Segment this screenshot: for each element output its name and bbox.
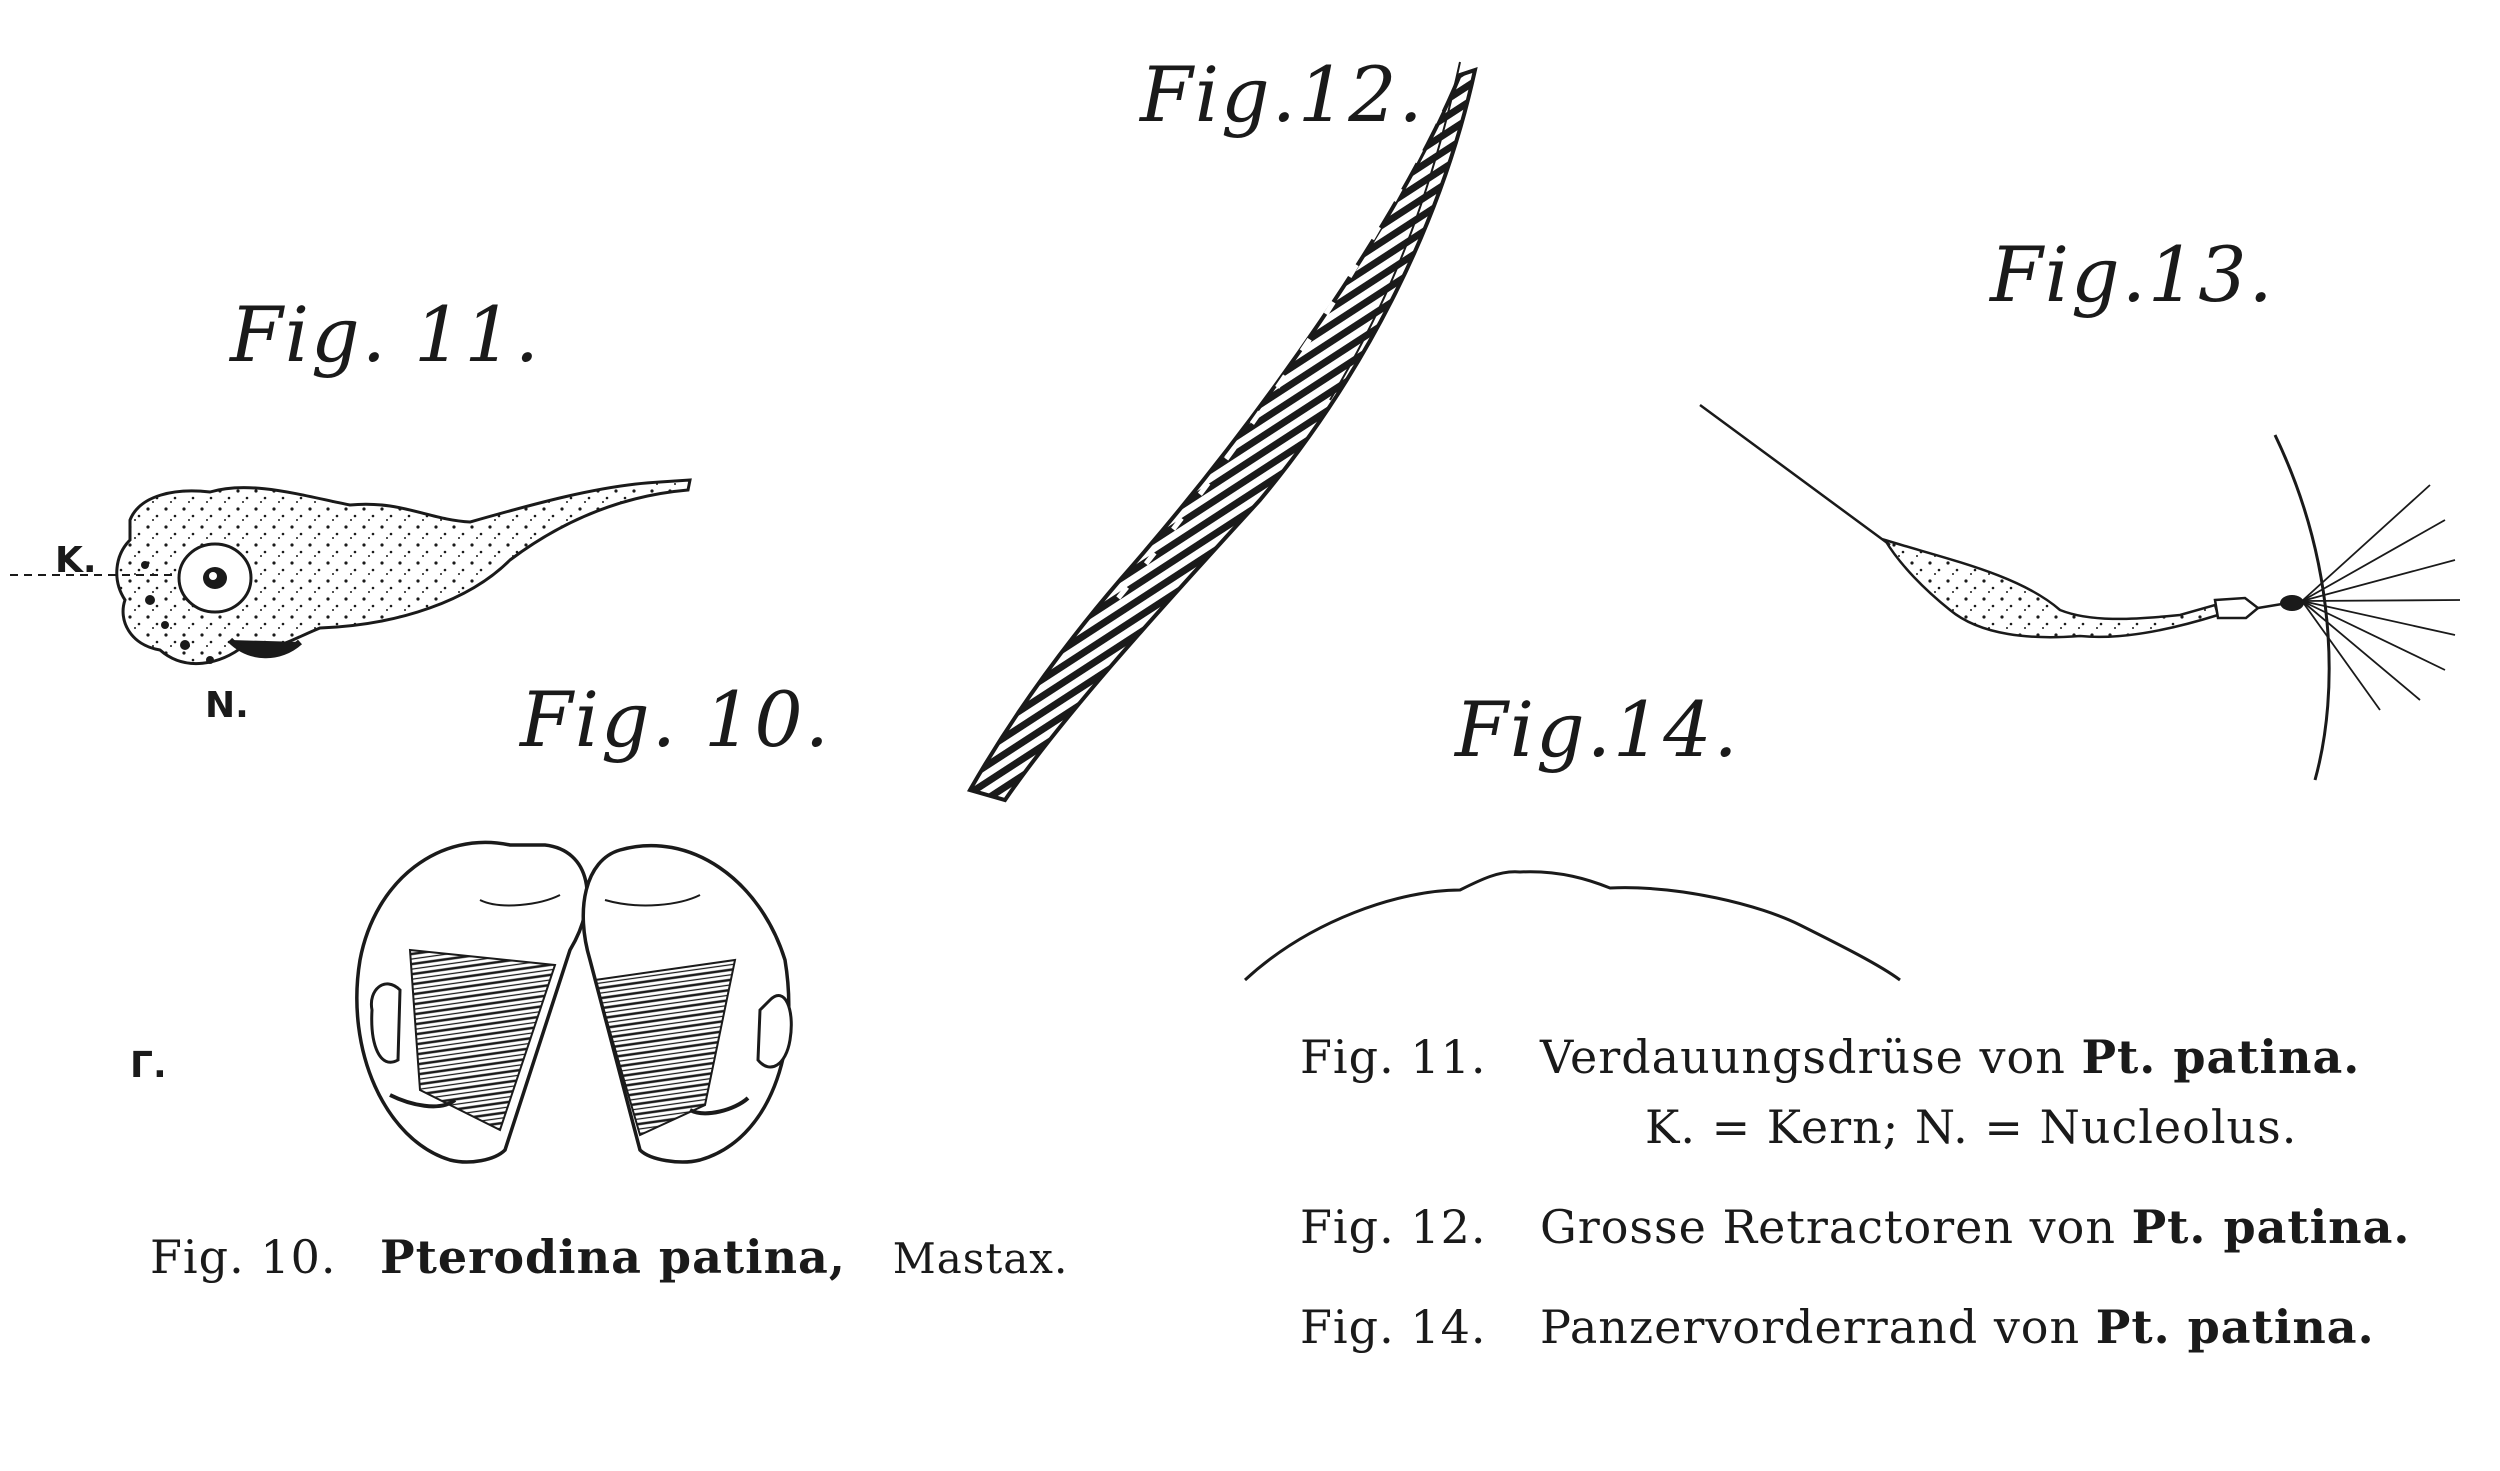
- caption-fig10-species: Pterodina patina,: [380, 1230, 846, 1284]
- caption-fig14: [1300, 1300, 2375, 1354]
- caption-fig11-num: Fig. 11.: [1300, 1030, 1487, 1084]
- fig11-label: Fig. 11.: [230, 290, 541, 379]
- caption-fig14-text: Panzervorderrand von: [1540, 1300, 2081, 1354]
- caption-fig12-num: Fig. 12.: [1300, 1200, 1487, 1254]
- fig10-label: Fig. 10.: [520, 675, 831, 764]
- caption-fig10-num: Fig. 10.: [150, 1230, 337, 1284]
- fig13-label: Fig.13.: [1990, 230, 2275, 319]
- caption-fig10-part: Mastax.: [892, 1234, 1069, 1283]
- caption-fig11: [1300, 1030, 2360, 1084]
- fig12-retractor: [970, 62, 1475, 800]
- fig11-gland: [10, 480, 690, 664]
- fig12-label: Fig.12.: [1140, 50, 1425, 139]
- marker-stray: Γ.: [130, 1045, 167, 1086]
- caption-fig12-species: Pt. patina.: [2131, 1200, 2411, 1254]
- marker-n: N.: [205, 685, 249, 726]
- caption-fig12-text: Grosse Retractoren von: [1540, 1200, 2116, 1254]
- caption-fig11-species: Pt. patina.: [2081, 1030, 2361, 1084]
- fig14-label: Fig.14.: [1455, 685, 1740, 774]
- fig10-mastax: [357, 842, 791, 1162]
- caption-fig11-text: Verdauungsdrüse von: [1540, 1030, 2066, 1084]
- fig14-rim: [1245, 872, 1900, 980]
- caption-fig10: [150, 1230, 1068, 1284]
- caption-fig12: [1300, 1200, 2410, 1254]
- caption-fig14-num: Fig. 14.: [1300, 1300, 1487, 1354]
- caption-fig14-species: Pt. patina.: [2095, 1300, 2375, 1354]
- caption-fig11-legend: K. = Kern; N. = Nucleolus.: [1645, 1100, 2298, 1154]
- marker-k: K.: [55, 540, 97, 581]
- fig13-gland: [1700, 405, 2460, 780]
